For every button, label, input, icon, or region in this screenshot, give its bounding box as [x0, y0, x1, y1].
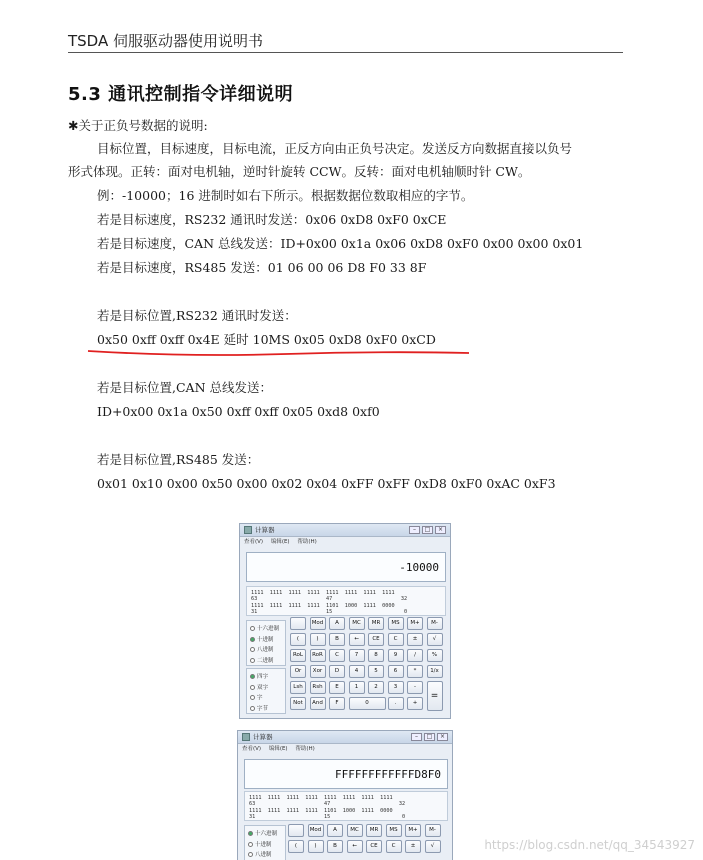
calc-key-button[interactable]: B [327, 840, 343, 853]
calc-key-button[interactable]: C [386, 840, 402, 853]
calc-key-button[interactable]: Or [290, 665, 306, 678]
radix-dec[interactable]: 十进制 [248, 840, 282, 851]
calc-key-button[interactable] [290, 617, 306, 630]
radix-dec[interactable]: 十进制 [250, 635, 282, 646]
word-size-group [246, 668, 286, 714]
calc-key-button[interactable]: ← [349, 633, 365, 646]
calc-key-button[interactable]: A [329, 617, 345, 630]
calc-key-button[interactable]: / [407, 649, 423, 662]
header-rule [68, 52, 623, 53]
calc-key-button[interactable]: ← [347, 840, 363, 853]
calculator-screenshot-2 [237, 730, 453, 860]
calc-key-button[interactable]: - [407, 681, 423, 694]
maximize-icon[interactable]: □ [424, 733, 435, 741]
radix-bin[interactable]: 二进制 [250, 656, 282, 667]
radix-group [244, 825, 286, 860]
word-byte[interactable]: 字节 [250, 704, 282, 715]
calc-key-button[interactable]: 3 [388, 681, 404, 694]
calc-key-button[interactable]: M- [427, 617, 443, 630]
calc-key-button[interactable]: M+ [405, 824, 421, 837]
calc-key-button[interactable]: D [329, 665, 345, 678]
calc-key-button[interactable]: Rsh [310, 681, 326, 694]
calc-key-button[interactable]: √ [427, 633, 443, 646]
close-icon[interactable]: × [437, 733, 448, 741]
section-title: 5.3 通讯控制指令详细说明 [68, 84, 294, 105]
calculator-menubar [238, 744, 452, 754]
word-word[interactable]: 字 [250, 693, 282, 704]
position-can-bytes: ID+0x00 0x1a 0x50 0xff 0xff 0x05 0xd8 0xf0 [97, 404, 380, 419]
menu-view[interactable]: 查看(V) [244, 539, 264, 545]
calc-key-button[interactable]: 7 [349, 649, 365, 662]
calc-key-button[interactable]: % [427, 649, 443, 662]
calc-key-button[interactable]: ) [310, 633, 326, 646]
calculator-title: 计算器 [253, 733, 273, 741]
calc-key-button[interactable]: RoR [310, 649, 326, 662]
calc-key-button[interactable] [288, 824, 304, 837]
calc-key-button[interactable]: ± [405, 840, 421, 853]
radix-oct[interactable]: 八进制 [248, 850, 282, 860]
calc-key-button[interactable]: MR [368, 617, 384, 630]
position-rs232-bytes: 0x50 0xff 0xff 0x4E 延时 10MS 0x05 0xD8 0xF0 0xCD [97, 332, 436, 347]
radix-group [246, 620, 286, 666]
menu-edit[interactable]: 编辑(E) [268, 746, 288, 752]
calculator-display: -10000 [246, 552, 446, 582]
calc-key-button[interactable]: A [327, 824, 343, 837]
speed-can-line: 若是目标速度，CAN 总线发送：ID+0x00 0x1a 0x06 0xD8 0xF0 0x00 0x00 0x01 [97, 236, 584, 251]
calc-key-button[interactable]: Not [290, 697, 306, 710]
speed-rs485-line: 若是目标速度，RS485 发送：01 06 00 06 D8 F0 33 8F [97, 260, 427, 275]
calc-key-button[interactable]: And [310, 697, 326, 710]
calculator-app-icon [242, 733, 250, 741]
header-title: TSDA 伺服驱动器使用说明书 [68, 32, 264, 50]
menu-help[interactable]: 帮助(H) [297, 539, 317, 545]
calc-key-button[interactable]: ( [290, 633, 306, 646]
calc-key-button[interactable]: F [329, 697, 345, 710]
calc-key-button[interactable]: 0 [349, 697, 386, 710]
paragraph-line: 目标位置，目标速度，目标电流，正反方向由正负号决定。发送反方向数据直接以负号 [97, 141, 573, 156]
bit-display: 1111 1111 1111 1111 1111 1111 1111 1111 63 47 32 1111 1111 1111 1111 1101 1000 1111 0000 31 15 0 [244, 791, 448, 821]
position-rs485-label: 若是目标位置,RS485 发送： [97, 452, 260, 467]
calc-key-button[interactable]: E [329, 681, 345, 694]
calc-key-button[interactable]: M- [425, 824, 441, 837]
radix-oct[interactable]: 八进制 [250, 645, 282, 656]
calc-key-button[interactable]: ( [288, 840, 304, 853]
calc-key-button[interactable]: 6 [388, 665, 404, 678]
calc-key-button[interactable]: Mod [310, 617, 326, 630]
calc-key-button[interactable]: 1/x [427, 665, 443, 678]
calc-key-button[interactable]: MC [347, 824, 363, 837]
calc-key-button[interactable]: 4 [349, 665, 365, 678]
position-rs232-label: 若是目标位置,RS232 通讯时发送： [97, 308, 297, 323]
calc-key-button[interactable]: ± [407, 633, 423, 646]
word-qword[interactable]: 四字 [250, 672, 282, 683]
radix-hex[interactable]: 十六进制 [248, 829, 282, 840]
close-icon[interactable]: × [435, 526, 446, 534]
word-dword[interactable]: 双字 [250, 683, 282, 694]
maximize-icon[interactable]: □ [422, 526, 433, 534]
calc-key-button[interactable]: C [329, 649, 345, 662]
calc-key-button[interactable]: CE [366, 840, 382, 853]
calc-key-button[interactable]: ) [308, 840, 324, 853]
calculator-title: 计算器 [255, 526, 275, 534]
minimize-icon[interactable]: – [411, 733, 422, 741]
minimize-icon[interactable]: – [409, 526, 420, 534]
speed-rs232-line: 若是目标速度，RS232 通讯时发送：0x06 0xD8 0xF0 0xCE [97, 212, 447, 227]
calculator-app-icon [244, 526, 252, 534]
example-line: 例：-10000；16 进制时如右下所示。根据数据位数取相应的字节。 [97, 188, 474, 203]
calc-key-button[interactable]: MR [366, 824, 382, 837]
calc-key-button[interactable]: = [427, 681, 443, 711]
calc-key-button[interactable]: √ [425, 840, 441, 853]
calc-key-button[interactable]: 2 [368, 681, 384, 694]
calculator-screenshot-1 [239, 523, 451, 719]
calc-key-button[interactable]: Xor [310, 665, 326, 678]
bit-display: 1111 1111 1111 1111 1111 1111 1111 1111 63 47 32 1111 1111 1111 1111 1101 1000 1111 0000 31 15 0 [246, 586, 446, 616]
calc-key-button[interactable]: B [329, 633, 345, 646]
calc-key-button[interactable]: . [388, 697, 404, 710]
calc-key-button[interactable]: MS [388, 617, 404, 630]
calc-key-button[interactable]: C [388, 633, 404, 646]
calc-key-button[interactable]: Lsh [290, 681, 306, 694]
calc-key-button[interactable]: Mod [308, 824, 324, 837]
calc-key-button[interactable]: RoL [290, 649, 306, 662]
calc-key-button[interactable]: 5 [368, 665, 384, 678]
calc-key-button[interactable]: M+ [407, 617, 423, 630]
calculator-menubar [240, 537, 450, 547]
calc-key-button[interactable]: 8 [368, 649, 384, 662]
menu-view[interactable]: 查看(V) [242, 746, 262, 752]
calc-key-button[interactable]: 9 [388, 649, 404, 662]
position-can-label: 若是目标位置,CAN 总线发送： [97, 380, 272, 395]
calc-key-button[interactable]: MC [349, 617, 365, 630]
calc-key-button[interactable]: * [407, 665, 423, 678]
calc-key-button[interactable]: CE [368, 633, 384, 646]
radix-hex[interactable]: 十六进制 [250, 624, 282, 635]
red-underline-annotation [86, 345, 471, 359]
calc-key-button[interactable]: MS [386, 824, 402, 837]
paragraph-line: 形式体现。正转：面对电机轴，逆时针旋转 CCW。反转：面对电机轴顺时针 CW。 [68, 164, 531, 179]
menu-help[interactable]: 帮助(H) [295, 746, 315, 752]
calculator-display: FFFFFFFFFFFFD8F0 [244, 759, 448, 789]
note-heading: ✱关于正负号数据的说明: [68, 118, 208, 133]
calc-key-button[interactable]: 1 [349, 681, 365, 694]
menu-edit[interactable]: 编辑(E) [270, 539, 290, 545]
position-rs485-bytes: 0x01 0x10 0x00 0x50 0x00 0x02 0x04 0xFF 0xFF 0xD8 0xF0 0xAC 0xF3 [97, 476, 556, 491]
watermark: https://blog.csdn.net/qq_34543927 [484, 838, 695, 852]
calc-key-button[interactable]: + [407, 697, 423, 710]
